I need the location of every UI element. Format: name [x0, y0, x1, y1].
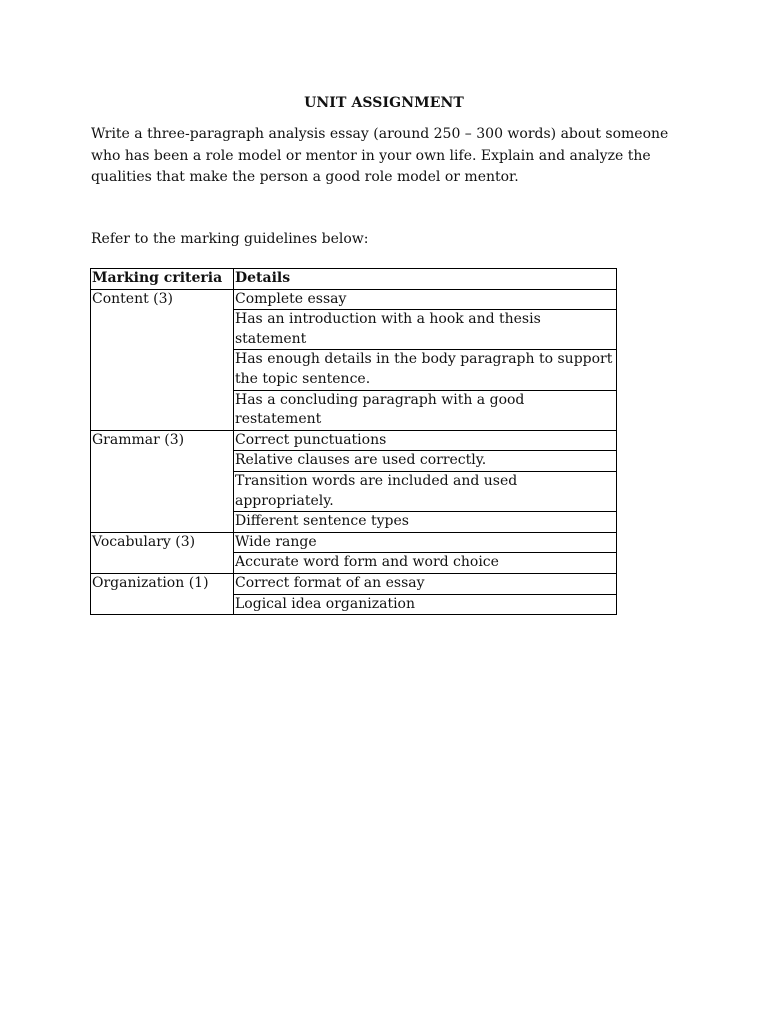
criteria-cell: Organization (1): [91, 573, 234, 614]
detail-cell: Correct punctuations: [234, 430, 617, 451]
table-row: [91, 289, 617, 310]
detail-cell: Has an introduction with a hook and thesis statement: [234, 310, 617, 350]
detail-cell: Complete essay: [234, 289, 617, 310]
assignment-instructions: Write a three-paragraph analysis essay (around 250 – 300 words) about someone who has been a role model or mentor in your own life. Explain and analyze the qualities that make the person a good role model or mentor.: [91, 126, 669, 185]
document-title: UNIT ASSIGNMENT: [304, 95, 464, 111]
table-header-row: [91, 269, 617, 290]
marking-guidelines-intro: Refer to the marking guidelines below:: [91, 231, 369, 247]
detail-cell: Has a concluding paragraph with a good restatement: [234, 390, 617, 430]
marking-guidelines-table: [90, 268, 617, 615]
criteria-cell: Vocabulary (3): [91, 532, 234, 573]
detail-cell: Logical idea organization: [234, 594, 617, 615]
detail-cell: Wide range: [234, 532, 617, 553]
detail-cell: Relative clauses are used correctly.: [234, 451, 617, 472]
criteria-cell: Grammar (3): [91, 430, 234, 532]
detail-cell: Different sentence types: [234, 512, 617, 533]
detail-cell: Transition words are included and used appropriately.: [234, 471, 617, 511]
header-details: Details: [234, 269, 617, 290]
table-row: [91, 532, 617, 553]
detail-cell: Has enough details in the body paragraph to support the topic sentence.: [234, 350, 617, 390]
table-body: [91, 289, 617, 615]
table-row: [91, 430, 617, 451]
detail-cell: Accurate word form and word choice: [234, 553, 617, 574]
detail-cell: Correct format of an essay: [234, 573, 617, 594]
header-marking-criteria: Marking criteria: [91, 269, 234, 290]
table-row: [91, 573, 617, 594]
criteria-cell: Content (3): [91, 289, 234, 430]
